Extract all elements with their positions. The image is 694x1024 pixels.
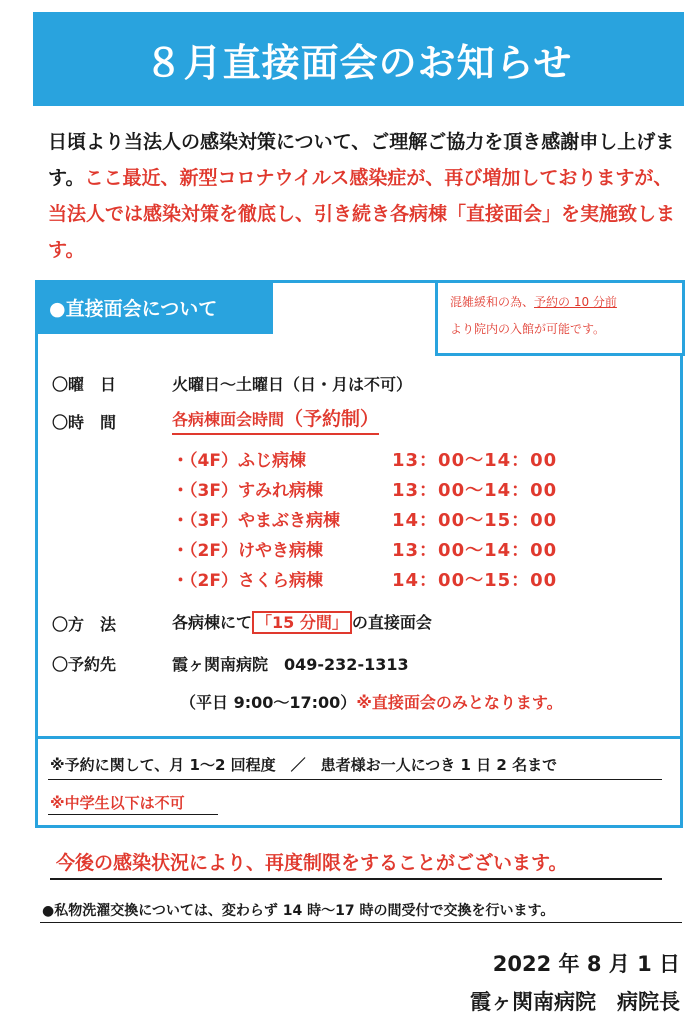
reservation-note: ※直接面会のみとなります。 (356, 693, 563, 712)
ward-name: ・（2F）けやき病棟 (172, 541, 323, 561)
ward-time: 14：00～15：00 (392, 570, 558, 591)
hours-value (172, 404, 379, 435)
section-header: ●直接面会について (35, 280, 273, 334)
divider (35, 736, 683, 739)
signer: 霞ヶ関南病院 病院長 (470, 990, 680, 1014)
reservation-required: （予約制） (284, 408, 380, 430)
ward-name: ・（4F）ふじ病棟 (172, 451, 306, 471)
method-duration: 「15 分間」 (252, 611, 352, 634)
warning-text: 今後の感染状況により、再度制限をすることがございます。 (56, 852, 568, 874)
laundry-note: ●私物洗濯交換については、変わらず 14 時～17 時の間受付で交換を行います。 (42, 903, 555, 919)
callout-box (435, 280, 685, 356)
divider (40, 922, 682, 923)
ward-time: 13：00～14：00 (392, 450, 558, 471)
callout-line2: より院内の入館が可能です。 (450, 322, 606, 336)
ward-name: ・（2F）さくら病棟 (172, 571, 323, 591)
ward-time: 13：00～14：00 (392, 540, 558, 561)
visit-info-box (35, 280, 683, 828)
divider (48, 779, 662, 780)
ward-time: 13：00～14：00 (392, 480, 558, 501)
divider (48, 814, 218, 815)
ward-time: 14：00～15：00 (392, 510, 558, 531)
callout-line1: 混雑緩和の為、 (450, 295, 535, 309)
days-value: 火曜日～土曜日（日・月は不可） (172, 375, 413, 394)
callout-underlined: 予約の 10 分前 (534, 295, 617, 309)
method-value (172, 610, 432, 633)
reservation-limit-note: ※予約に関して、月 1～2 回程度 ／ 患者様お一人につき 1 日 2 名まで (50, 756, 558, 774)
intro-paragraph (48, 124, 678, 268)
ward-name: ・（3F）すみれ病棟 (172, 481, 323, 501)
method-label: 〇方 法 (52, 615, 117, 634)
hours-label: 〇時 間 (52, 413, 117, 432)
days-label: 〇曜 日 (52, 375, 117, 394)
reservation-label: 〇予約先 (52, 655, 117, 674)
divider (50, 878, 662, 880)
age-restriction-note: ※中学生以下は不可 (50, 794, 185, 812)
method-prefix: 各病棟にて (172, 613, 253, 632)
intro-notice-text: ここ最近、新型コロナウイルス感染症が、再び増加しておりますが、当法人では感染対策を徹底し、引き続き各病棟「直接面会」を実施致します。 (48, 167, 676, 261)
hours-text: 各病棟面会時間 (172, 410, 285, 429)
reservation-hours-line (180, 690, 563, 713)
ward-name: ・（3F）やまぶき病棟 (172, 511, 340, 531)
issue-date: 2022 年 8 月 1 日 (492, 952, 680, 976)
method-suffix: の直接面会 (351, 613, 432, 632)
reservation-hours: （平日 9:00～17:00） (180, 693, 357, 712)
reservation-contact: 霞ヶ関南病院 049-232-1313 (172, 655, 409, 674)
intro-text: 日頃より当法人の感染対策について、ご理解ご協力を頂き感謝申し上げます。 (48, 131, 675, 189)
page-title: ８月直接面会のお知らせ (33, 12, 684, 106)
